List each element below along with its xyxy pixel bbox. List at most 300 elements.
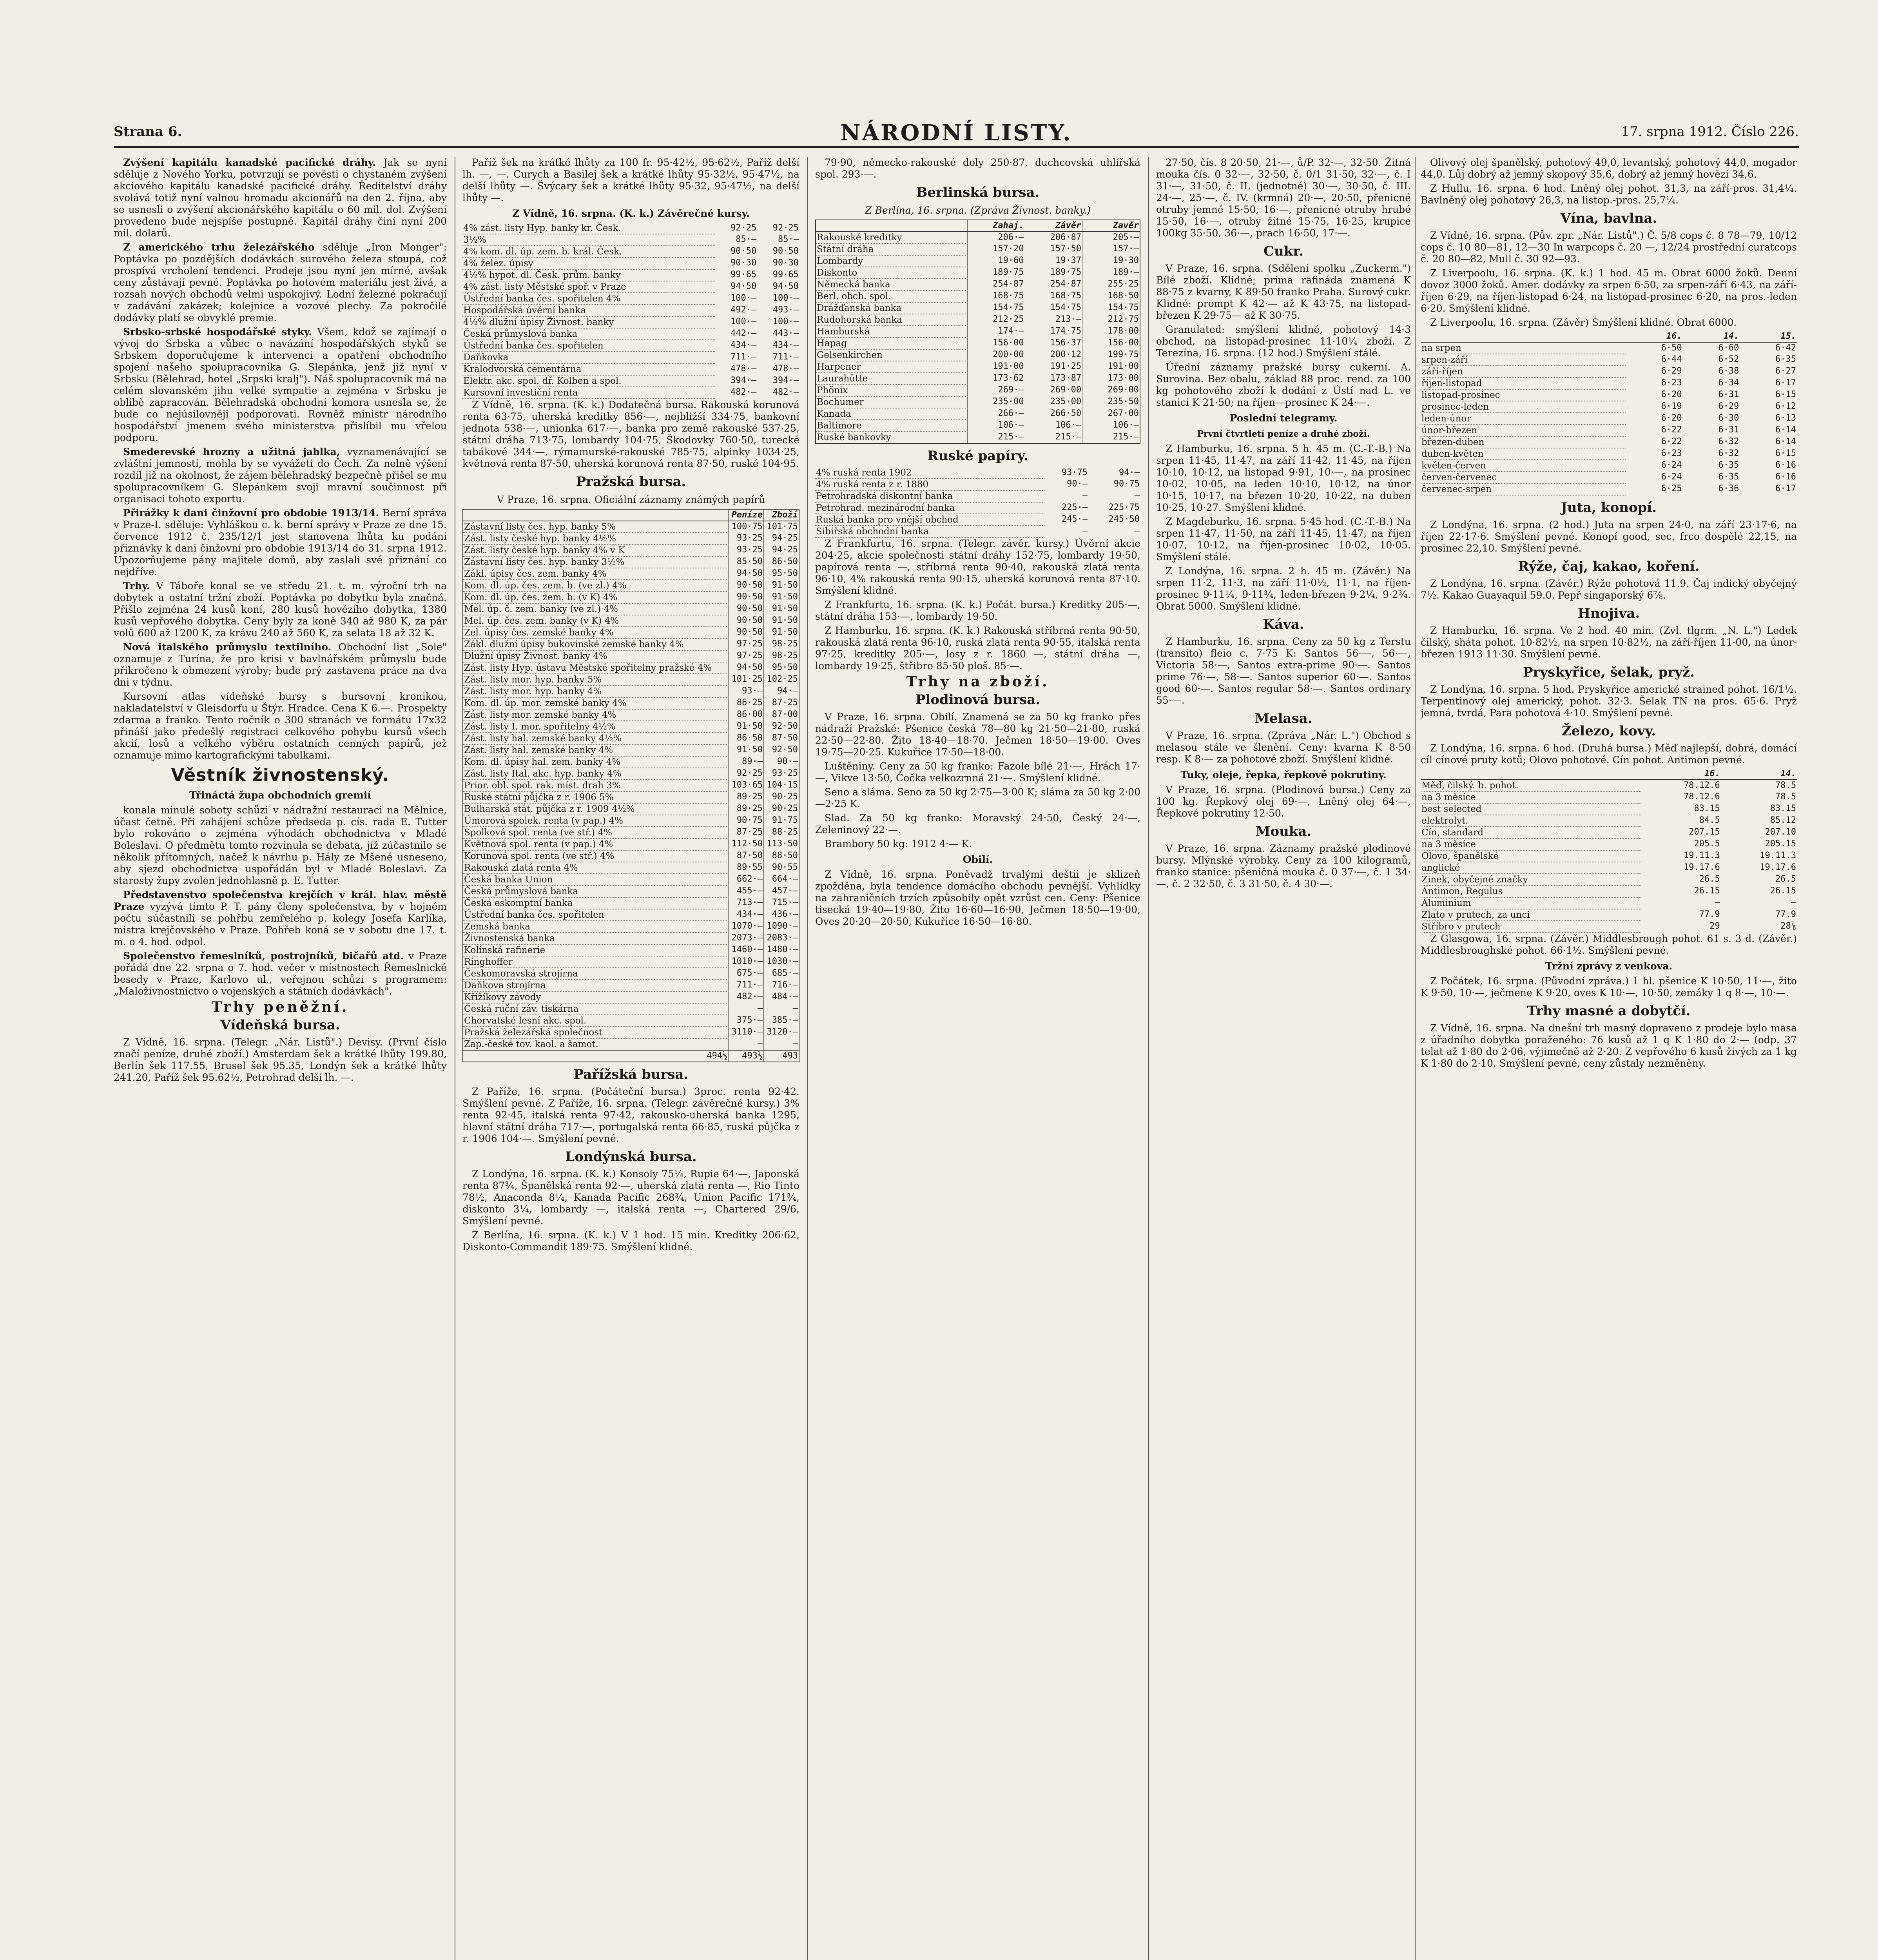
table-value-cell <box>1641 850 1644 862</box>
table-value-cell <box>1641 886 1644 897</box>
table-value-cell: 6·34 <box>1718 378 1739 388</box>
table-value-cell: 484·— <box>764 991 799 1003</box>
table-label-cell: Petrohradská diskontní banka <box>815 490 1044 502</box>
table-label-cell: Pražská železářská společnost <box>463 1027 729 1038</box>
table-label-cell: Kom. dl. úp. čes. zem. b. (v K) 4% <box>463 592 729 603</box>
table-row <box>1421 909 1797 921</box>
table-value-cell: 6·24 <box>1661 472 1682 482</box>
table-value-cell: 103·65 <box>729 780 764 791</box>
table-value-cell: 90·25 <box>764 803 799 815</box>
article-text: v Praze pořádá dne 22. srpna o 7. hod. večer v místnostech Řemeslnické besedy v Praze, Karlovo ul., veřejnou schůzi s programem: „Maloživnostnictvo o vojenských a státních dodávkách". <box>114 950 447 997</box>
column-3 <box>815 157 1140 1960</box>
table-row <box>816 420 1140 432</box>
table-value-cell: 90·50 <box>729 592 764 603</box>
article-text: Kursovní atlas vídeňské bursy s bursovní kronikou, nakladatelství v Gleisdorfu u Štýr. Hradce. Cena K 6.—. Prospekty zdarma a franko. Tento ročník o 300 stranách ve formátu 17x32 přináší jako předešlý registraci celkového pohybu kursů všech akcií, losů a velkého výběru ostatních cenných papírů, jež oznamuje mimo kartografickými tabulkami. <box>114 691 447 761</box>
table-row <box>816 408 1140 420</box>
table-value-cell: 93·25 <box>729 533 764 544</box>
table-value-cell: 92·50 <box>764 721 799 733</box>
table-value-cell: 6·29 <box>1718 401 1739 411</box>
table-value-cell: 207.10 <box>1765 827 1796 837</box>
column-rule <box>1415 157 1416 1960</box>
subheading-prazska-bursa: Pražská bursa. <box>576 474 686 490</box>
table-value-cell: 6·52 <box>1718 354 1739 364</box>
table-row <box>816 326 1140 338</box>
table-label-cell: Zemská banka <box>463 921 729 933</box>
table-value-cell <box>1641 862 1644 874</box>
table-header-row <box>1421 331 1797 342</box>
table-value-cell: 664·— <box>764 874 799 886</box>
table-value-cell: 92·50 <box>764 744 799 756</box>
article-text: Z Hamburku, 16. srpna. 5 h. 45 m. (C.-T.-B.) Na srpen 11·45, 11·47, na září 11·42, 11·45, na říjen 10·10, 10·12, na listopad 9·91, 10·—, na prosinec 10·02, 10·05, na leden 10·10, 10·12, na únor 10·15, 10·17, na březen 10·20, 10·22, na duben 10·25, 10·27. Smýšlení klidné. <box>1156 443 1411 513</box>
table-value-cell: 90·50 <box>729 627 764 639</box>
article-text: 27·50, čís. 8 20·50, 21·—, ů/P. 32·—, 32·50. Žitná mouka čís. 0 32·—, 32·50, č. 0/1 31·50, 32·—, č. I 31·—, 31·50, č. II. (jednotné) 30·—, 30·50, č. III. 24·—, 25·—, č. IV. (krmná) 20·—, 20·50, přenicné otruby jemné 15·50, 16·—, přenicné otruby hrubé 15·50, 16·—, otruby žitné 15·75, 16·25, krupice 100kg 35·50, 36·—, prach 16·50, 17·—. <box>1156 157 1411 239</box>
table-value-cell: 86·50 <box>729 733 764 744</box>
table-row <box>462 375 799 387</box>
table-row <box>463 556 799 568</box>
table-row <box>463 897 799 909</box>
table-label-cell: 4% ruská renta z r. 1880 <box>815 479 1044 490</box>
table-label-cell: září-říjen <box>1421 366 1626 377</box>
table-value-cell: 100·75 <box>729 521 764 533</box>
column-1 <box>114 157 447 1960</box>
table-value-cell: 1070·— <box>729 921 764 933</box>
table-value-cell: 89·25 <box>729 803 764 815</box>
table-value-cell: 6·35 <box>1775 354 1796 364</box>
table-row <box>462 269 799 281</box>
table-label-cell: Laurahütte <box>816 373 968 385</box>
table-value-cell: — <box>1082 491 1088 501</box>
table-label-cell: Diskonto <box>816 267 968 279</box>
table-value-cell: 207.15 <box>1689 827 1720 837</box>
table-value-cell <box>1641 791 1644 803</box>
article-text: Z Vídně, 16. srpna. (Pův. zpr. „Nár. Listů".) Č. 5/8 cops č. 8 78—79, 10/12 cops č. 10 80—81, 12—30 In warpcops č. 20 —, 12/24 prostřední curatcops č. 20 80—82, Mull č. 30 92—93. <box>1421 230 1797 265</box>
table-value-cell: 87·25 <box>729 827 764 838</box>
table-row <box>463 874 799 886</box>
table-label-cell: Ruská banka pro vnější obchod <box>815 514 1044 526</box>
table-row <box>1421 874 1797 886</box>
table-value-cell: 200·12 <box>1025 349 1082 361</box>
table-header-cell: 16. <box>1626 331 1683 342</box>
article-text: Luštěniny. Ceny za 50 kg franko: Fazole bílé 21·—, Hrách 17·—, Vikve 13·50, Čočka velkozrnná 21·—. Smýšlení klidné. <box>815 760 1140 784</box>
table-label-cell: Kralodvorská cementárna <box>462 363 715 375</box>
article-text: Z Londýna, 16. srpna. 5 hod. Pryskyřice americké strained pohot. 16/1½. Terpentinový olej americký, pohot. 32·3. Šelak TN na pros. 65·6. Pryž jemná, tvrdá, Para pohotová 4·10. Smýšlení pevné. <box>1421 684 1797 719</box>
article-heading: Smederevské hrozny a užitná jablka, <box>123 446 340 457</box>
table-value-cell: 91·50 <box>764 615 799 627</box>
table-value-cell: 100·— <box>772 293 799 303</box>
article-text: Úřední záznamy pražské bursy cukerní. A. Surovina. Bez obalu, základ 88 proc. rend. za 100 kg pohotového zboží k dodání z Ústí nad L. ve stanici K 21·50; na říjen—prosinec K 24·—. <box>1156 361 1411 408</box>
article-heading: Představenstvo společenstva krejčích v král. hlav. městě Praze <box>114 889 447 912</box>
table-value-cell: 90·50 <box>772 246 799 256</box>
article <box>114 241 447 324</box>
table-value-cell: 93·25 <box>729 544 764 556</box>
table-value-cell: 6·36 <box>1718 484 1739 494</box>
article-text: Olivový olej španělský, pohotový 49,0, levantský, pohotový 44,0, mogador 44,0. Lůj dobrý až jemný skopový 35,6, dobrý až jemný hovězí 34,6. <box>1421 157 1797 180</box>
table-value-cell: 225·— <box>1061 503 1088 512</box>
subheading-plodinova-bursa: Plodinová bursa. <box>915 692 1041 708</box>
table-label-cell: Cín, standard <box>1421 827 1641 838</box>
table-value-cell: 90·50 <box>729 580 764 592</box>
table-row <box>462 281 799 293</box>
table-label-cell: best selected <box>1421 803 1641 815</box>
table-row <box>462 316 799 328</box>
table-value-cell: 482·— <box>729 991 764 1003</box>
table-value-cell: 100·— <box>730 293 757 303</box>
table-value-cell: 83.15 <box>1770 804 1796 813</box>
table-value-cell: 235·00 <box>1025 396 1082 408</box>
article-text: V Táboře konal se ve středu 21. t. m. výroční trh na dobytek a ostatní tržní zboží. Poptávka po dobytku byla značná. Přišlo zejména 24 kusů koní, 280 kusů hovězího dobytka, 1380 kusů vepřového dobytka. Ceny byly za koně 340 až 980 K, za pár volů 600 až 1200 K, za krávu 240 až 560 K, za selata 18 až 32 K. <box>114 580 447 639</box>
table-row <box>463 580 799 592</box>
table-label-cell: Měď, čilský. b. pohot. <box>1421 780 1641 791</box>
article-text: vyznamenávající se zvláštní jemností, mohla by se vyvážeti do Čech. Za nelně výšení rozdíl již na okolnost, že zájem bělehradský bezpečně přišel se mu spolupracovníkem G. Slepánkem svoji mravní součinnost při organisaci tohoto exportu. <box>114 446 447 505</box>
table-value-cell: 173·00 <box>1082 373 1140 385</box>
table-value-cell: 6·38 <box>1718 366 1739 376</box>
table-value-cell: 94·50 <box>730 281 757 291</box>
table-value-cell: 85·50 <box>729 556 764 568</box>
table-row <box>815 502 1140 514</box>
table-header-cell <box>1421 331 1626 342</box>
table-label-cell: Zap.-české tov. kaol. a šamot. <box>463 1038 729 1050</box>
table-value-cell: 199·75 <box>1082 349 1140 361</box>
table-row <box>816 373 1140 385</box>
table-label-cell: Kursovní investiční renta <box>462 387 715 399</box>
table-value-cell: 90·— <box>1067 479 1088 489</box>
table-value-cell: 97·25 <box>729 650 764 662</box>
table-value-cell <box>1641 921 1644 933</box>
table-value-cell: 89·25 <box>729 791 764 803</box>
table-value-cell: 90·50 <box>729 603 764 615</box>
column-rule <box>807 157 808 1960</box>
table-label-cell: Křižíkovy závody <box>463 991 729 1003</box>
table-label-cell: Petrohrad. mezinárodní banka <box>815 502 1044 514</box>
table-label-cell: Zást. listy Hyp. ústavu Městské spořitelny pražské 4% <box>463 662 729 674</box>
table-header-cell: 14. <box>1721 768 1797 780</box>
table-row <box>816 267 1140 279</box>
table-label-cell: Německá banka <box>816 279 968 290</box>
table-row <box>463 956 799 968</box>
article <box>114 950 447 997</box>
table-value-cell: 205.15 <box>1765 839 1796 849</box>
subheading-londynska-bursa: Londýnská bursa. <box>565 1149 697 1165</box>
table-row <box>1421 389 1797 401</box>
table-label-cell: 4% ruská renta 1902 <box>815 467 1044 479</box>
table-value-cell: 28⅞ <box>1780 921 1796 931</box>
article-text: Z Londýna, 16. srpna. (K. k.) Konsoly 75¼, Rupie 64·—, Japonská renta 87¾, Španělská renta 92·—, uherská zlatá renta —, Rio Tinto 78½, Anaconda 8¼, Kanada Pacific 268¾, Union Pacific 171¾, diskonto 3¼, lombardy —, italská renta —, Chartered 29/6, Smýšlení pevné. <box>462 1168 799 1227</box>
table-value-cell: 92·25 <box>730 223 757 233</box>
table-value-cell: 6·60 <box>1718 343 1739 353</box>
table-value-cell: 98·25 <box>764 639 799 650</box>
article <box>114 889 447 948</box>
table-value-cell: 85·— <box>736 234 757 244</box>
table-label-cell: Česká průmyslová banka <box>463 886 729 897</box>
table-value-cell: 86·50 <box>764 556 799 568</box>
table-label-cell: Drážďanská banka <box>816 302 968 314</box>
table-value-cell: 168·50 <box>1082 290 1140 302</box>
table-value-cell: 225·75 <box>1108 503 1140 512</box>
table-value-cell: 19.17.6 <box>1683 862 1720 872</box>
column-rule <box>1148 157 1149 1960</box>
table-value-cell: 235·50 <box>1082 396 1140 408</box>
table-row <box>1421 803 1797 815</box>
table-label-cell: 4½% hypot. dl. Česk. prům. banky <box>462 269 715 281</box>
table-value-cell: 254·87 <box>1025 279 1082 290</box>
table-row <box>1421 366 1797 377</box>
subheading: Tuky, oleje, řepka, řepkové pokrutiny. <box>1180 769 1387 780</box>
table-value-cell: 19.11.3 <box>1760 851 1796 860</box>
table-label-cell: Česká ruční záv. tiskárna <box>463 1003 729 1015</box>
table-value-cell: 267·00 <box>1082 408 1140 420</box>
table-value-cell: 215·— <box>1025 432 1082 443</box>
article-text: Z Frankfurtu, 16. srpna. (Telegr. závěr. kursy.) Úvěrní akcie 204·25, akcie společnosti státní dráhy 152·75, lombardy 19·50, papírová renta —, stříbrná renta 90·40, rakouská zlatá renta 96·10, 4% rakouská renta 90·15, uherská korunová renta 87·10. Smýšlení klidné. <box>815 538 1140 596</box>
table-value-cell: 255·25 <box>1082 279 1140 290</box>
table-value-cell: 99·65 <box>730 270 757 279</box>
article-text: Z Vídně, 16. srpna. Poněvadž trvalými deštii je sklizeň zpožděna, byla tendence domácího obchodu pevnější. Vyhlídky na zahraničních trzích způsobily opět vzrůst cen. Ceny: Pšenice tisecká 19·40—19·80, Žito 16·60—16·90, Ječmen 18·50—19·00, Oves 20·20—20·50, Kukuřice 16·50—16·80. <box>815 869 1140 927</box>
table-label-cell: 4% zást. listy Městské spoř. v Praze <box>462 281 715 293</box>
article-text: V Praze, 16. srpna. (Sdělení spolku „Zuckerm.") Bílé zboží. Klidné; prima rafináda znamená K 88·75 z kvarny, K 89·50 franko Praha. Surový cukr. Klidné: prompt K 42·— až K 43·75, na listopad-březen K 29·75— až K 30·75. <box>1156 263 1411 321</box>
article-text: Všem, kdož se zajímají o vývoj do Srbska a vůbec o navázání hospodářských styků se Srbskem doporučujeme k intervenci a opatření obchodního spojení našeho spolupracovníka G. Slepánka, jenž již nyní v Srbsku (Bělehrad, hotel „Srpski kralj"). Náš spolupracovník má na celém slovanském jihu velké sympatie a zejména v Srbsku je oblibě zapracován. Bělehradská obchodní komora usnesla se, že bude co nejúsilovněji podporovati. Rovněž ministr národního hospodářství jmenem svého ministerstva přislíbil mu vřelou podporu. <box>114 326 447 443</box>
table-label-cell: Ruské bankovky <box>816 432 968 443</box>
metal-quote-table <box>1421 768 1797 933</box>
article-text: Berní správa v Praze-I. sděluje: Vyhláškou c. k. berní správy v Praze ze dne 15. července 1912 č. 235/12/1 jest stanovena lhůta ku podání přiznávky k dani činžovní pro obdobie 1913/14 do 31. srpna 1912. Upozorňujeme pány majitele domů, aby zaslali své přiznání co nejdříve. <box>114 507 447 577</box>
table-value-cell: 478·— <box>772 364 799 374</box>
subheading: Poslední telegramy. <box>1229 412 1338 424</box>
article-heading: Zvýšení kapitálu kanadské pacifické dráhy. <box>123 157 376 168</box>
table-value-cell: 235·00 <box>968 396 1025 408</box>
table-row <box>463 968 799 980</box>
table-value-cell: 85.12 <box>1770 815 1796 825</box>
table-value-cell: 92·25 <box>729 768 764 780</box>
table-value-cell: 100·— <box>772 317 799 327</box>
article-text: Jak se nyní sděluje z Nového Yorku, potvrzují se pověsti o chystaném zvýšení akciového kapitálu kanadské pacifické dráhy. Ředitelství dráhy svolává totiž nyní valnou hromadu akcionářů na den 2. října, aby se usnesli o zvýšení akcionářského kapitálu o 60 mil. dol. Zvýšení provedeno bude nejspíše postupně. Kapitál dráhy činí nyní 200 mil. dolarů. <box>114 157 447 239</box>
table-label-cell: Zástavní listy čes. hyp. banky 3½% <box>463 556 729 568</box>
table-row <box>463 1027 799 1038</box>
table-value-cell: 212·25 <box>968 314 1025 326</box>
table-header-row <box>463 509 799 521</box>
table-value-cell: 156·00 <box>1082 338 1140 349</box>
table-label-cell: Spolková spol. renta (ve stř.) 4% <box>463 827 729 838</box>
table-label-cell: Baltimore <box>816 420 968 432</box>
table-row <box>462 223 799 234</box>
table-row <box>1421 862 1797 874</box>
table-header-cell: 14. <box>1683 331 1740 342</box>
table-label-cell: Mel. úp. č. zem. banky (ve zl.) 4% <box>463 603 729 615</box>
table-value-cell: 173·62 <box>968 373 1025 385</box>
table-row <box>463 721 799 733</box>
table-label-cell: Zást. listy Ital. akc. hyp. banky 4% <box>463 768 729 780</box>
table-value-cell: 6·23 <box>1661 448 1682 458</box>
table-label-cell: Aluminium <box>1421 897 1641 909</box>
table-value-cell: 200·00 <box>968 349 1025 361</box>
table-label-cell: Bulharská stát. půjčka z r. 1909 4½% <box>463 803 729 815</box>
article-text: Z Liverpoolu, 16. srpna. (K. k.) 1 hod. 45 m. Obrat 6000 žoků. Denní dovoz 3000 žoků. Amer. dodávky za srpen 6·50, za srpen-září 6·43, na září-říjen 6·29, na říjen-listopad 6·24, na listopad-prosinec 6·20, na pros.-leden 6·20. Smýšlení klidné. <box>1421 267 1797 314</box>
table-value-cell: 6·42 <box>1775 343 1796 353</box>
table-value-cell: 6·30 <box>1718 413 1739 423</box>
table-value-cell: 91·75 <box>764 815 799 827</box>
table-value-cell <box>1641 838 1644 850</box>
article-heading: Trhy. <box>123 580 150 592</box>
prague-quote-table <box>462 509 799 1062</box>
table-row <box>462 234 799 246</box>
table-value-cell: 1480·— <box>764 944 799 956</box>
article-text: Z Hamburku, 16. srpna. Ve 2 hod. 40 min. (Zvl. tlgrm. „N. L.") Ledek čilský, sháta pohot. 10·82½, na srpen 10·82½, na září-říjen 11·00, na únor-březen 1913 11·30. Smýšlení pevné. <box>1421 625 1797 660</box>
table-value-cell: 6·24 <box>1661 460 1682 470</box>
subheading-parizska-bursa: Pařížská bursa. <box>573 1067 689 1082</box>
table-value-cell: 90·55 <box>764 862 799 874</box>
table-value-cell: 455·— <box>729 886 764 897</box>
table-row <box>463 827 799 838</box>
table-value-cell: 86·00 <box>729 709 764 721</box>
article-heading: Přirážky k dani činžovní pro obdobie 1913/14. <box>123 507 379 519</box>
table-label-cell: 4% zást. listy Hyp. banky kr. Česk. <box>462 223 715 234</box>
table-label-cell: Stříbro v prutech <box>1421 921 1641 933</box>
table-row <box>1421 850 1797 862</box>
table-value-cell: 94·50 <box>772 281 799 291</box>
table-header-row <box>1421 768 1797 780</box>
table-row <box>463 838 799 850</box>
table-value-cell: 434·— <box>729 909 764 921</box>
table-value-cell <box>1641 827 1644 838</box>
table-row <box>463 662 799 674</box>
table-header-row <box>816 220 1140 232</box>
table-row <box>462 258 799 269</box>
table-row <box>816 232 1140 243</box>
table-label-cell: Olovo, španělské <box>1421 850 1641 862</box>
table-value-cell: 434·— <box>772 340 799 350</box>
table-row <box>1421 425 1797 436</box>
table-label-cell: Zást. listy mor. hyp. banky 4% <box>463 686 729 697</box>
table-label-cell: Česká eskomptní banka <box>463 897 729 909</box>
article-text: Z Hullu, 16. srpna. 6 hod. Lněný olej pohot. 31,3, na září-pros. 31,4¼. Bavlněný olej pohotový 26,3, na listop.-pros. 25,7¼. <box>1421 183 1797 206</box>
table-value-cell: 91·50 <box>729 744 764 756</box>
table-label-cell: Kom. dl. úpisy hal. zem. banky 4% <box>463 756 729 768</box>
table-row <box>816 279 1140 290</box>
table-value-cell: 93·25 <box>764 768 799 780</box>
table-value-cell: 91·50 <box>729 721 764 733</box>
table-value-cell: 6·16 <box>1775 472 1796 482</box>
table-value-cell: 97·25 <box>729 639 764 650</box>
table-value-cell: 711·— <box>772 352 799 362</box>
table-value-cell: 2073·— <box>729 933 764 944</box>
article-heading: Srbsko-srbské hospodářské styky. <box>123 326 312 338</box>
section-heading-vestnik: Věstník živnostenský. <box>171 765 390 785</box>
subheading: V Praze, 16. srpna. Oficiální záznamy známých papírů <box>497 494 765 505</box>
article <box>114 157 447 239</box>
table-header-cell: Závěr <box>1025 220 1082 232</box>
table-row <box>463 568 799 580</box>
table-value-cell: 93·— <box>729 686 764 697</box>
table-value-cell: 84.5 <box>1699 815 1720 825</box>
table-label-cell: Kom. dl. úp. čes. zem. b. (ve zl.) 4% <box>463 580 729 592</box>
table-value-cell: 94·50 <box>729 568 764 580</box>
table-value-cell: 6·13 <box>1775 413 1796 423</box>
table-value-cell: — <box>1134 526 1140 536</box>
table-value-cell <box>1641 874 1644 886</box>
table-value-cell: 93·75 <box>1061 468 1088 477</box>
table-row <box>1421 886 1797 897</box>
quote-table <box>462 223 799 399</box>
table-row <box>463 603 799 615</box>
article-text: Brambory 50 kg: 1912 4·— K. <box>825 838 972 849</box>
table-label-cell: Česká průmyslová banka <box>462 328 715 340</box>
table-value-cell: 6·19 <box>1661 401 1682 411</box>
table-value-cell <box>1641 780 1644 791</box>
subheading: Tržní zprávy z venkova. <box>1545 960 1673 972</box>
table-row <box>1421 342 1797 354</box>
table-value-cell: 94·50 <box>729 662 764 674</box>
table-value-cell: 434·— <box>730 340 757 350</box>
subheading: Z Berlína, 16. srpna. (Zpráva Živnost. banky.) <box>865 205 1091 216</box>
table-label-cell: květen-červen <box>1421 460 1626 472</box>
table-value-cell: 713·— <box>729 897 764 909</box>
table-value-cell: 112·50 <box>729 838 764 850</box>
article-text: Z Londýna, 16. srpna. (Závěr.) Rýže pohotová 11.9. Čaj indický obyčejný 7½. Kakao Guayaquil 59.0. Pepř singaporský 6⅞. <box>1421 578 1797 601</box>
table-header-cell: Zahaj. <box>968 220 1025 232</box>
table-row <box>816 290 1140 302</box>
column-4 <box>1156 157 1411 1960</box>
article-text: Obchodní list „Sole" oznamuje z Turína, že pro krisi v bavlnářském průmyslu bude přikročeno k obmezení výroby; bude prý zastavena práce na dva dni v týdnu. <box>114 641 447 688</box>
table-value-cell: 26.5 <box>1775 874 1796 884</box>
table-value-cell: 213·— <box>1025 314 1082 326</box>
table-value-cell: 493·— <box>772 305 799 315</box>
table-label-cell: Mel. úp. čes. zem. banky (v K) 4% <box>463 615 729 627</box>
table-label-cell: 4% želez. úpisy <box>462 258 715 269</box>
table-label-cell: Chorvatské lesní akc. spol. <box>463 1015 729 1027</box>
article <box>114 580 447 639</box>
table-value-cell: 191·00 <box>968 361 1025 373</box>
table-value-cell: 1030·— <box>764 956 799 968</box>
table-value-cell: 157·— <box>1082 243 1140 255</box>
table-row <box>816 432 1140 443</box>
article-text: Z Frankfurtu, 16. srpna. (K. k.) Počát. bursa.) Kreditky 205·—, státní dráha 153·—, lombardy 19·50. <box>815 599 1140 622</box>
table-value-cell: 1460·— <box>729 944 764 956</box>
table-row <box>463 791 799 803</box>
table-value-cell: 94·25 <box>764 533 799 544</box>
table-row <box>463 768 799 780</box>
table-value-cell: 1090·— <box>764 921 799 933</box>
table-label-cell: leden-únor <box>1421 413 1626 425</box>
table-value-cell: 394·— <box>772 376 799 385</box>
article-text: Z Vídně, 16. srpna. Na dnešní trh masný dopraveno z prodeje bylo masa z úřadního dobytka poraženého: 76 kusů až 1 q K 1·80 do 2·— (odp. 37 telat až 1·80 do 2·06, výjimečně až 2·20. Z vepřového 6 kusů živých za 1 kg K 1·80 do 2·10. Smýšlení pevné, ceny zůstaly nezměněny. <box>1421 1022 1797 1069</box>
table-row <box>463 944 799 956</box>
table-value-cell: 87·50 <box>729 850 764 862</box>
table-row <box>1421 472 1797 483</box>
table-label-cell: Antimon, Regulus <box>1421 886 1641 897</box>
table-value-cell: 6·35 <box>1718 460 1739 470</box>
table-value-cell: 26.5 <box>1699 874 1720 884</box>
article-text: sděluje „Iron Monger": Poptávka po pozdějších dodávkách surového železa stoupá, což prospívá vrcholení tendenci. Prodeje jsou nyní jen mírné, avšak ceny zůstávají pevné. Poptávka po hotovém materiálu jest živá, a rozsah nových obchodů velmi uspokojivý. Lodní železné pokračují v zadávání zakázek; kolejnice a vozové plechy. Za pokročilé dodávky platí se obvyklé premie. <box>114 241 447 323</box>
article-text: Z Počátek, 16. srpna. (Původní zpráva.) 1 hl. pšenice K 10·50, 11·—, žito K 9·50, 10·—, ječmene K 9·20, oves K 10·—, 10·50, zemáky 1 q 8·—, 10·—. <box>1421 975 1797 998</box>
table-value-cell: 478·— <box>730 364 757 374</box>
article-text: Z Vídně, 16. srpna. (K. k.) Dodatečná bursa. Rakouská korunová renta 63·75, uherská kreditky 856·—, nejbližší 334·75, bankovní jednota 538·—, unionka 617·—, banka pro země rakouské 537·25, státní dráha 713·75, lombardy 104·75, Škodovky 760·50, turecké tabákové 344·—, rýmamurské-rakouské 785·75, alpinky 1034·25, květnová renta 87·50, uherská korunová renta 87·50, ruské 104·95. <box>462 399 799 469</box>
table-value-cell: 215·— <box>968 432 1025 443</box>
table-header-cell <box>816 220 968 232</box>
article-text: konala minulé soboty schůzi v nádražní restauraci na Mělnice, účast četně. Při zahájení schůze předseda p. cís. rada E. Tutter bylo rokováno o zejména výhodách obchodnictva v Mladé Boleslavi. O předmětu tomto rozvinula se debata, jíž zúčastnilo se několik přítomných, načež k návrhu p. Hály ze Mšené usneseno, aby sjezd obchodnictva uspořádán byl v Mladé Boleslavi. Za starosty župy zvolen jednohlasně p. E. Tutter. <box>114 804 447 886</box>
table-value-cell: 215·— <box>1082 432 1140 443</box>
masthead <box>114 122 1799 148</box>
table-label-cell: duben-květen <box>1421 448 1626 460</box>
subheading: Vína, bavlna. <box>1560 211 1657 226</box>
table-label-cell: Zinek, obyčejné značky <box>1421 874 1641 886</box>
table-header-cell: 16. <box>1644 768 1720 780</box>
table-label-cell: Rakouská zlatá renta 4% <box>463 862 729 874</box>
table-value-cell: 78.5 <box>1775 780 1796 790</box>
table-value-cell: 78.12.6 <box>1683 792 1720 802</box>
table-value-cell: 3110·— <box>729 1027 764 1038</box>
table-label-cell: Květnová spol. renta (v pap.) 4% <box>463 838 729 850</box>
table-value-cell: 6·29 <box>1661 366 1682 376</box>
table-label-cell: říjen-listopad <box>1421 377 1626 389</box>
table-value-cell: 457·— <box>764 886 799 897</box>
article-text: V Praze, 16. srpna. Obilí. Znamená se za 50 kg franko přes nádraží Pražské: Pšenice česká 78—80 kg 21·50—21·80, ruská 22·50—22·80. Žito 18·40—18·70. Ječmen 18·50—19·00. Oves 19·75—20·25. Kukuřice 17·50—18·00. <box>815 711 1140 758</box>
